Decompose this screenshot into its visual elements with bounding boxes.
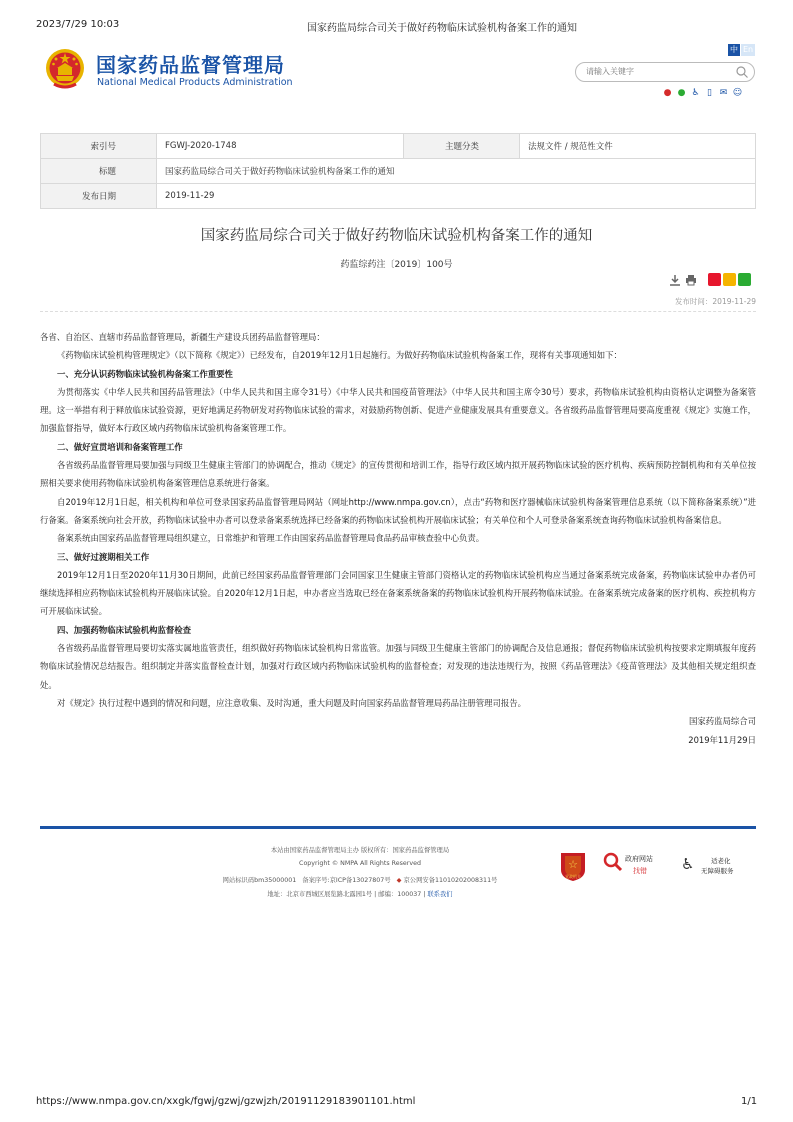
gov-site-sub: 找错 — [633, 867, 647, 875]
body-paragraph: 自2019年12月1日起，相关机构和单位可登录国家药品监督管理局网站（网址http://www.nmpa.gov.cn），点击“药物和医疗器械临床试验机构备案管理信息系统（以下简称备案系统）”进行备案。备案系统向社会开放，药物临床试验申办者可以登录备案系统选择已经备案的药物临床试验机构开展临床试验；有关单位和个人可登录备案系统查询药物临床试验机构备案信息。 — [40, 496, 756, 525]
share-bar — [708, 273, 751, 287]
gov-site-search-icon — [603, 852, 623, 872]
category-label: 主题分类 — [404, 134, 520, 159]
date-value: 2019-11-29 — [157, 184, 756, 209]
index-value: FGWJ-2020-1748 — [157, 134, 404, 159]
article-body — [40, 328, 756, 749]
print-icon[interactable] — [685, 274, 697, 286]
section-heading: 三、做好过渡期相关工作 — [57, 551, 150, 562]
wheelchair-icon: ♿ — [681, 855, 695, 873]
signature-line: 国家药监局综合司 — [689, 716, 756, 727]
table-row — [41, 134, 756, 159]
article-title: 国家药监局综合司关于做好药物临床试验机构备案工作的通知 — [200, 228, 593, 244]
accessibility-icon[interactable]: ♿ — [691, 88, 700, 98]
footer-record — [160, 875, 560, 884]
site-name-cn: 国家药品监督管理局 — [96, 53, 285, 77]
document-number: 药监综药注〔2019〕100号 — [340, 260, 453, 270]
category-value: 法规文件 / 规范性文件 — [520, 134, 756, 159]
section-heading: 二、做好宣贯培训和备案管理工作 — [57, 441, 183, 452]
party-gov-badge-label: 党政机关 — [565, 874, 581, 879]
footer-address — [160, 889, 560, 898]
body-paragraph: 各省、自治区、直辖市药品监督管理局，新疆生产建设兵团药品监督管理局： — [40, 332, 325, 342]
wechat-icon[interactable]: ● — [677, 88, 686, 98]
footer-divider — [40, 826, 756, 829]
table-row — [41, 184, 756, 209]
title-label: 标题 — [41, 159, 157, 184]
site-logo[interactable] — [44, 46, 304, 96]
section-heading: 一、充分认识药物临床试验机构备案工作重要性 — [57, 368, 233, 379]
title-value: 国家药监局综合司关于做好药物临床试验机构备案工作的通知 — [157, 159, 756, 184]
publish-time: 发布时间：2019-11-29 — [674, 297, 756, 306]
header-tools — [662, 88, 743, 100]
accessibility-label: 适老化 — [711, 857, 731, 865]
search-input[interactable] — [586, 67, 726, 76]
print-url: https://www.nmpa.gov.cn/xxgk/fgwj/gzwj/gzwjzh/20191129183901101.html — [36, 1096, 416, 1107]
footer-sponsor: 本站由国家药品监督管理局主办 版权所有：国家药品监督管理局 — [270, 847, 450, 854]
body-paragraph: 为贯彻落实《中华人民共和国药品管理法》（中华人民共和国主席令31号）《中华人民共和国疫苗管理法》（中华人民共和国主席令30号）要求，药物临床试验机构由资格认定调整为备案管理。这一举措有利于释放临床试验资源，更好地满足药物研发对药物临床试验的需求，对鼓励药物创新、促进产业健康发展具有重要意义。各省级药品监督管理局要高度重视《规定》实施工作，加强监督指导，做好本行政区域内药物临床试验机构备案管理工作。 — [40, 386, 756, 434]
lang-cn-button[interactable]: 中 — [730, 45, 738, 54]
icp-link[interactable]: 备案序号:京ICP备13027807号 — [302, 877, 391, 884]
police-badge-icon: ◆ — [396, 877, 402, 884]
search-box — [575, 62, 755, 82]
print-doc-title: 国家药监局综合司关于做好药物临床试验机构备案工作的通知 — [307, 23, 577, 34]
party-gov-badge-icon[interactable] — [557, 850, 589, 882]
body-paragraph: 各省级药品监督管理局要切实落实属地监管责任，组织做好药物临床试验机构日常监管。加强与同级卫生健康主管部门的协调配合及信息通报；督促药物临床试验机构按要求定期填报年度药物临床试验情况总结报告。组织制定并落实监督检查计划，加强对行政区域内药物临床试验机构的监督检查；对发现的违法违规行为，按照《药品管理法》《疫苗管理法》及其他相关规定组织查处。 — [40, 643, 756, 690]
body-paragraph: 2019年12月1日至2020年11月30日期间，此前已经国家药品监督管理部门会同国家卫生健康主管部门资格认定的药物临床试验机构应当通过备案系统完成备案，药物临床试验申办者仍可继续选择相应药物临床试验机构开展临床试验。自2020年12月1日起，申办者应当选取已经在备案系统备案的药物临床试验机构开展药物临床试验。在备案系统完成备案的医疗机构、疾控机构方可开展临床试验。 — [40, 569, 756, 617]
lang-en-button[interactable]: En — [742, 45, 754, 54]
police-record-link[interactable]: 京公网安备11010202008311号 — [403, 877, 498, 884]
address-text: 地址：北京市西城区展览路北露园1号 | 邮编：100037 | — [267, 891, 426, 898]
svg-text:☆: ☆ — [568, 858, 578, 871]
download-icon[interactable] — [669, 274, 681, 286]
national-emblem-icon — [44, 46, 86, 92]
signature-line: 2019年11月29日 — [688, 734, 756, 745]
site-id: 网站标识码bm35000001 — [222, 877, 297, 884]
article-tools — [669, 274, 697, 286]
doc-info-table — [40, 133, 756, 209]
divider — [40, 311, 756, 312]
mobile-icon[interactable]: ▯ — [707, 88, 712, 98]
user-icon[interactable]: ☺ — [732, 88, 743, 98]
weibo-icon[interactable]: ● — [663, 88, 672, 98]
qzone-share-icon[interactable] — [723, 273, 736, 286]
body-paragraph: 备案系统由国家药品监督管理局组织建立，日常维护和管理工作由国家药品监督管理局食品药品审核查验中心负责。 — [57, 533, 485, 544]
wechat-share-icon[interactable] — [738, 273, 751, 286]
gov-site-label: 政府网站 — [625, 855, 653, 863]
mail-icon[interactable]: ✉ — [719, 88, 728, 98]
print-page-number: 1/1 — [741, 1096, 758, 1107]
index-label: 索引号 — [41, 134, 157, 159]
site-name-en: National Medical Products Administration — [97, 77, 293, 88]
search-icon[interactable] — [735, 65, 749, 79]
contact-link[interactable]: 联系我们 — [427, 891, 453, 898]
table-row — [41, 159, 756, 184]
section-heading: 四、加强药物临床试验机构监督检查 — [57, 624, 191, 635]
body-paragraph: 《药物临床试验机构管理规定》（以下简称《规定》）已经发布，自2019年12月1日起施行。为做好药物临床试验机构备案工作，现将有关事项通知如下： — [57, 350, 622, 361]
print-datetime: 2023/7/29 10:03 — [36, 19, 120, 30]
body-paragraph: 对《规定》执行过程中遇到的情况和问题，应注意收集、及时沟通，重大问题及时向国家药品监督管理局药品注册管理司报告。 — [57, 697, 526, 708]
date-label: 发布日期 — [41, 184, 157, 209]
weibo-share-icon[interactable] — [708, 273, 721, 286]
accessibility-sub: 无障碍服务 — [701, 867, 734, 875]
footer-copyright: Copyright © NMPA All Rights Reserved — [299, 860, 421, 867]
body-paragraph: 各省级药品监督管理局要加强与同级卫生健康主管部门的协调配合，推动《规定》的宣传贯彻和培训工作，指导行政区域内拟开展药物临床试验的医疗机构、疾病预防控制机构和有关单位按照相关要求使用药物临床试验机构备案管理信息系统进行备案。 — [40, 460, 756, 489]
